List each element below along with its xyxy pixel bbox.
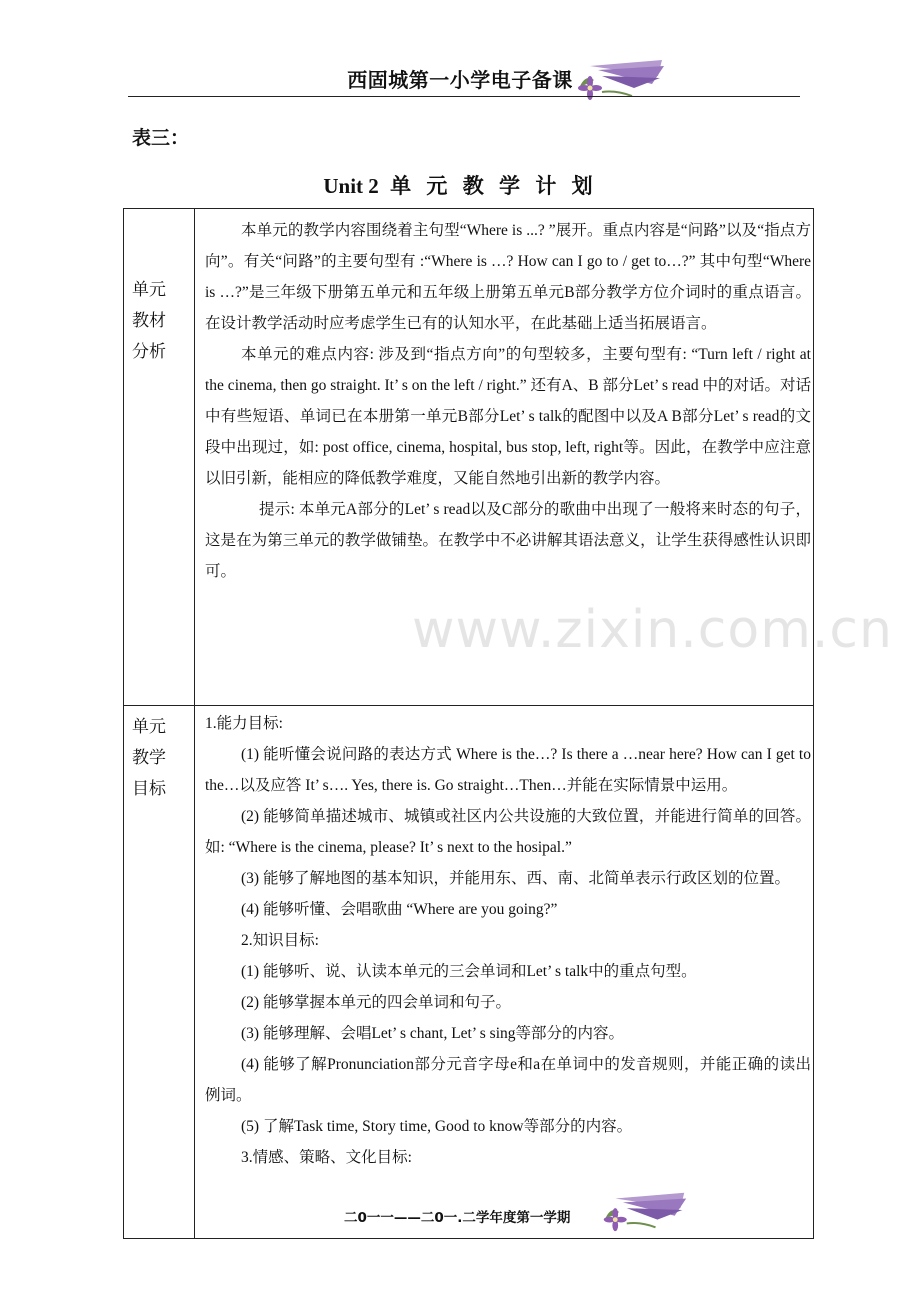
header-title: 西固城第一小学电子备课 <box>347 68 573 92</box>
unit-plan-table <box>123 208 814 1239</box>
table-label: 表三： <box>132 127 190 149</box>
analysis-paragraph: 提示: 本单元A部分的Let’ s read以及C部分的歌曲中出现了一般将来时态的句子，这是在为第三单元的教学做铺垫。在教学中不必讲解其语法意义，让学生获得感性认识即可。 <box>205 501 811 580</box>
objective-heading: 3.情感、策略、文化目标: <box>241 1149 412 1166</box>
row-label-objectives <box>124 706 195 1239</box>
header-rule <box>128 96 800 97</box>
watermark: www.zixin.com.cn <box>412 600 893 660</box>
row-label-line: 教材 <box>132 311 166 331</box>
objective-item: (2) 能够简单描述城市、城镇或社区内公共设施的大致位置，并能进行简单的回答。如: “Where is the cinema, please? It’ s next to the hosipal.” <box>205 808 811 856</box>
table-row-objectives <box>124 706 814 1239</box>
row-label-line: 单元 <box>132 717 166 737</box>
objective-item: (4) 能够听懂、会唱歌曲 “Where are you going?” <box>241 901 558 918</box>
plan-title-text: 单 元 教 学 计 划 <box>390 173 597 198</box>
analysis-paragraph: 本单元的难点内容: 涉及到“指点方向”的句型较多，主要句型有: “Turn left / right at the cinema, then go straight. It’ s on the left / right.” 还有A、B 部分Let’ s read 中的对话。对话中有些短语、单词已在本册第一单元B部分Let’ s talk的配图中以及A B部分Let’ s read的文段中出现过，如: post office, cinema, hospital, bus stop, left, right等。因此，在教学中应注意以旧引新，能相应的降低教学难度，又能自然地引出新的教学内容。 <box>205 346 811 487</box>
footer-text: 二0一一——二0一.二学年度第一学期 <box>344 1210 571 1226</box>
plan-title <box>0 170 920 200</box>
footer-flower-icon <box>598 1188 690 1234</box>
row-label-analysis <box>124 209 195 706</box>
row-label-line: 分析 <box>132 342 166 362</box>
objective-heading: 1.能力目标: <box>205 715 283 732</box>
objective-item: (1) 能够听、说、认读本单元的三会单词和Let’ s talk中的重点句型。 <box>241 963 697 980</box>
objective-item: (2) 能够掌握本单元的四会单词和句子。 <box>241 994 511 1011</box>
plan-title-unit: Unit 2 <box>323 174 379 198</box>
analysis-paragraph: 本单元的教学内容围绕着主句型“Where is ...? ”展开。重点内容是“问路”以及“指点方向”。有关“问路”的主要句型有 :“Where is …? How can I go to / get to…?” 其中句型“Where is …?”是三年级下册第五单元和五年级上册第五单元B部分教学方位介词时的重点语言。在设计教学活动时应考虑学生已有的认知水平，在此基础上适当拓展语言。 <box>205 222 811 332</box>
objective-item: (1) 能听懂会说问路的表达方式 Where is the…? Is there a …near here? How can I get to the…以及应答 It’ s…. Yes, there is. Go straight…Then…并能在实际情景中运用。 <box>205 746 811 794</box>
objectives-content <box>195 706 814 1239</box>
objective-item: (3) 能够了解地图的基本知识，并能用东、西、南、北简单表示行政区划的位置。 <box>241 870 790 887</box>
objective-heading: 2.知识目标: <box>241 932 319 949</box>
row-label-line: 单元 <box>132 280 166 300</box>
row-label-line: 目标 <box>132 779 166 799</box>
objective-item: (5) 了解Task time, Story time, Good to know等部分的内容。 <box>241 1118 633 1135</box>
objective-item: (3) 能够理解、会唱Let’ s chant, Let’ s sing等部分的内容。 <box>241 1025 624 1042</box>
row-label-line: 教学 <box>132 748 166 768</box>
objective-item: (4) 能够了解Pronunciation部分元音字母e和a在单词中的发音规则，并能正确的读出例词。 <box>205 1056 811 1104</box>
